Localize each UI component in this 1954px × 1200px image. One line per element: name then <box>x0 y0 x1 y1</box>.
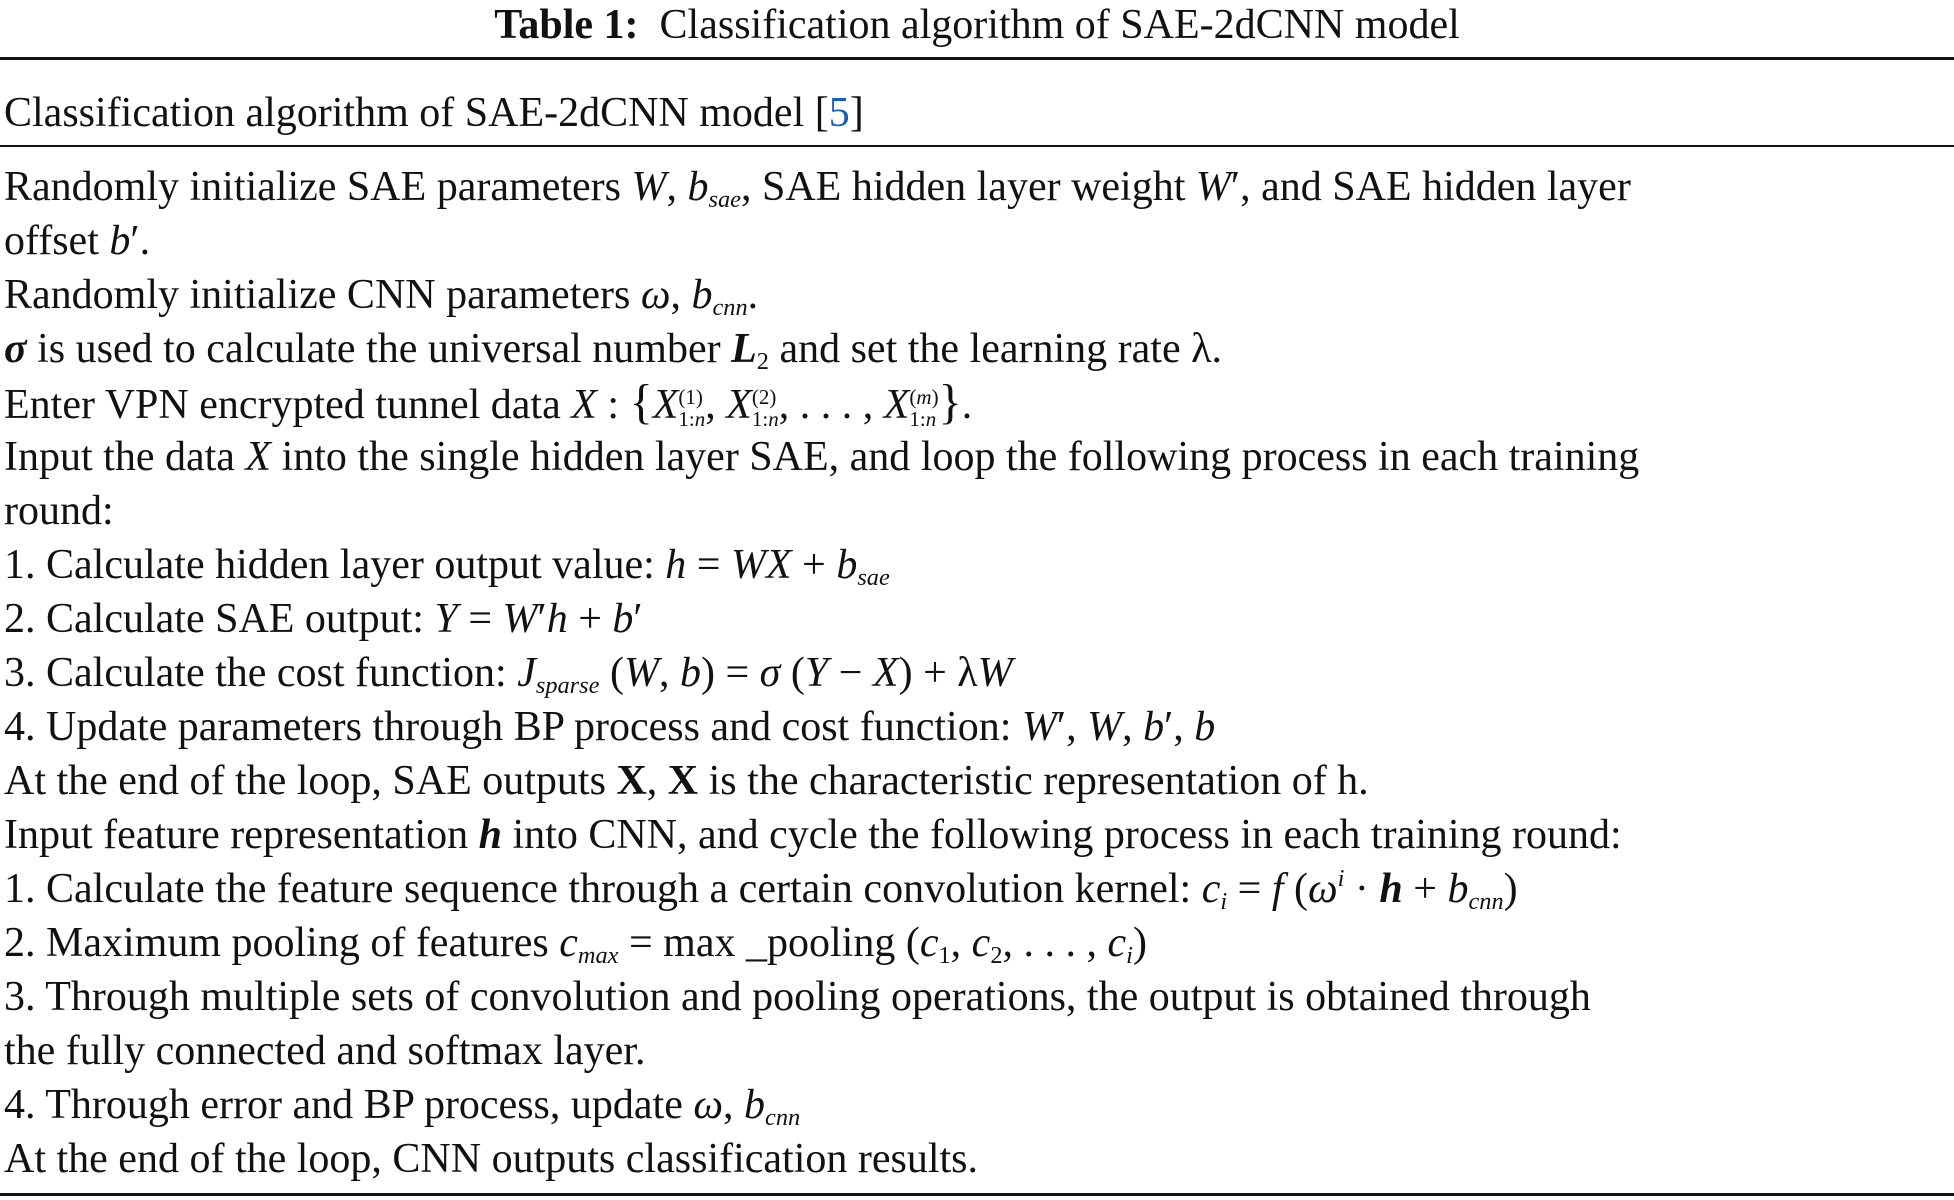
algo-line-3: Randomly initialize CNN parameters ω, $b_{cnn}$. <box>4 272 759 321</box>
algo-text: Input the data <box>4 434 246 480</box>
algo-text: is used to calculate the universal number <box>26 326 732 372</box>
citation-link[interactable]: 5 <box>828 90 850 136</box>
algorithm-body <box>4 160 1944 1186</box>
algo-text: 2. Calculate SAE output: <box>4 596 435 642</box>
header-rule <box>0 145 1954 147</box>
algo-text: 3. Calculate the cost function: <box>4 650 518 696</box>
algo-line-9: 2. Calculate SAE output: Y = W′h + b′ <box>4 596 643 642</box>
algo-text: At the end of the loop, SAE outputs <box>4 758 617 804</box>
algo-text: Input feature representation <box>4 812 479 858</box>
algo-text: the fully connected and softmax layer. <box>4 1028 646 1074</box>
bottom-rule <box>0 1193 1954 1196</box>
algo-line-15: 2. Maximum pooling of features $c_{max} = \max$ _pooling ($c_1$, $c_2$, . . . , $c_i$) <box>4 920 1147 969</box>
table-header <box>4 86 864 140</box>
caption-label: Table 1: <box>494 2 639 48</box>
algo-line-11: 4. Update parameters through BP process and cost function: W′, W, b′, b <box>4 704 1216 750</box>
header-text: Classification algorithm of SAE-2dCNN model [ <box>4 90 829 136</box>
algo-text: Enter VPN encrypted tunnel data <box>4 382 572 428</box>
algo-line-4: σ is used to calculate the universal number $L_2$ and set the learning rate λ. <box>4 326 1222 375</box>
algo-text: , and SAE hidden layer <box>1240 164 1631 210</box>
caption-title: Classification algorithm of SAE-2dCNN model <box>659 2 1460 48</box>
top-rule <box>0 57 1954 60</box>
algo-line-6: Input the data X into the single hidden layer SAE, and loop the following process in each training <box>4 434 1640 480</box>
algo-text: 4. Update parameters through BP process and cost function: <box>4 704 1022 750</box>
algo-line-5: Enter VPN encrypted tunnel data X : {X (1) 1:n , X (2) 1:n , . . . , X (m) 1:n }. <box>4 376 973 432</box>
algo-text: is the characteristic representation of h. <box>698 758 1369 804</box>
algo-line-14: 1. Calculate the feature sequence through a certain convolution kernel: $c_i = f$ $(\omega^i \cdot h + b_{cnn})$ <box>4 865 1518 915</box>
algo-line-18: 4. Through error and BP process, update ω, $b_{cnn}$ <box>4 1082 801 1131</box>
algo-text: 2. Maximum pooling of features <box>4 920 560 966</box>
algo-line-2: offset b′. <box>4 218 151 264</box>
algo-line-7 <box>4 484 1944 538</box>
table-caption <box>0 0 1954 50</box>
algo-line-12: At the end of the loop, SAE outputs X, X is the characteristic representation of h. <box>4 758 1369 804</box>
algo-text: round: <box>4 488 114 534</box>
algo-text: Randomly initialize CNN parameters <box>4 272 641 318</box>
algo-line-16 <box>4 970 1944 1024</box>
algo-text: Randomly initialize SAE parameters <box>4 164 632 210</box>
algo-text: offset <box>4 218 110 264</box>
algo-text: 4. Through error and BP process, update <box>4 1082 694 1128</box>
algo-line-1: Randomly initialize SAE parameters W, $b_{sae}$, SAE hidden layer weight W′, and SAE hidden layer <box>4 164 1631 213</box>
algo-line-13: Input feature representation h into CNN, and cycle the following process in each training round: <box>4 812 1622 858</box>
algo-text: and set the learning rate λ. <box>768 326 1222 372</box>
algo-line-10: 3. Calculate the cost function: $J_{sparse}$ (W, b) = σ (Y − X) + λW <box>4 650 1013 699</box>
algo-text: 3. Through multiple sets of convolution and pooling operations, the output is obtained through <box>4 974 1591 1020</box>
algo-text: into the single hidden layer SAE, and loop the following process in each training <box>271 434 1640 480</box>
algo-line-17 <box>4 1024 1944 1078</box>
algo-text: into CNN, and cycle the following process in each training round: <box>501 812 1622 858</box>
algo-line-8: 1. Calculate hidden layer output value: h = WX + $b_{sae}$ <box>4 542 890 591</box>
algo-text: At the end of the loop, CNN outputs classification results. <box>4 1136 979 1182</box>
algo-text: 1. Calculate hidden layer output value: <box>4 542 666 588</box>
algo-line-19 <box>4 1132 1944 1186</box>
algo-text: , SAE hidden layer weight <box>740 164 1196 210</box>
algo-text: 1. Calculate the feature sequence through a certain convolution kernel: <box>4 866 1202 912</box>
header-close: ] <box>849 90 864 136</box>
